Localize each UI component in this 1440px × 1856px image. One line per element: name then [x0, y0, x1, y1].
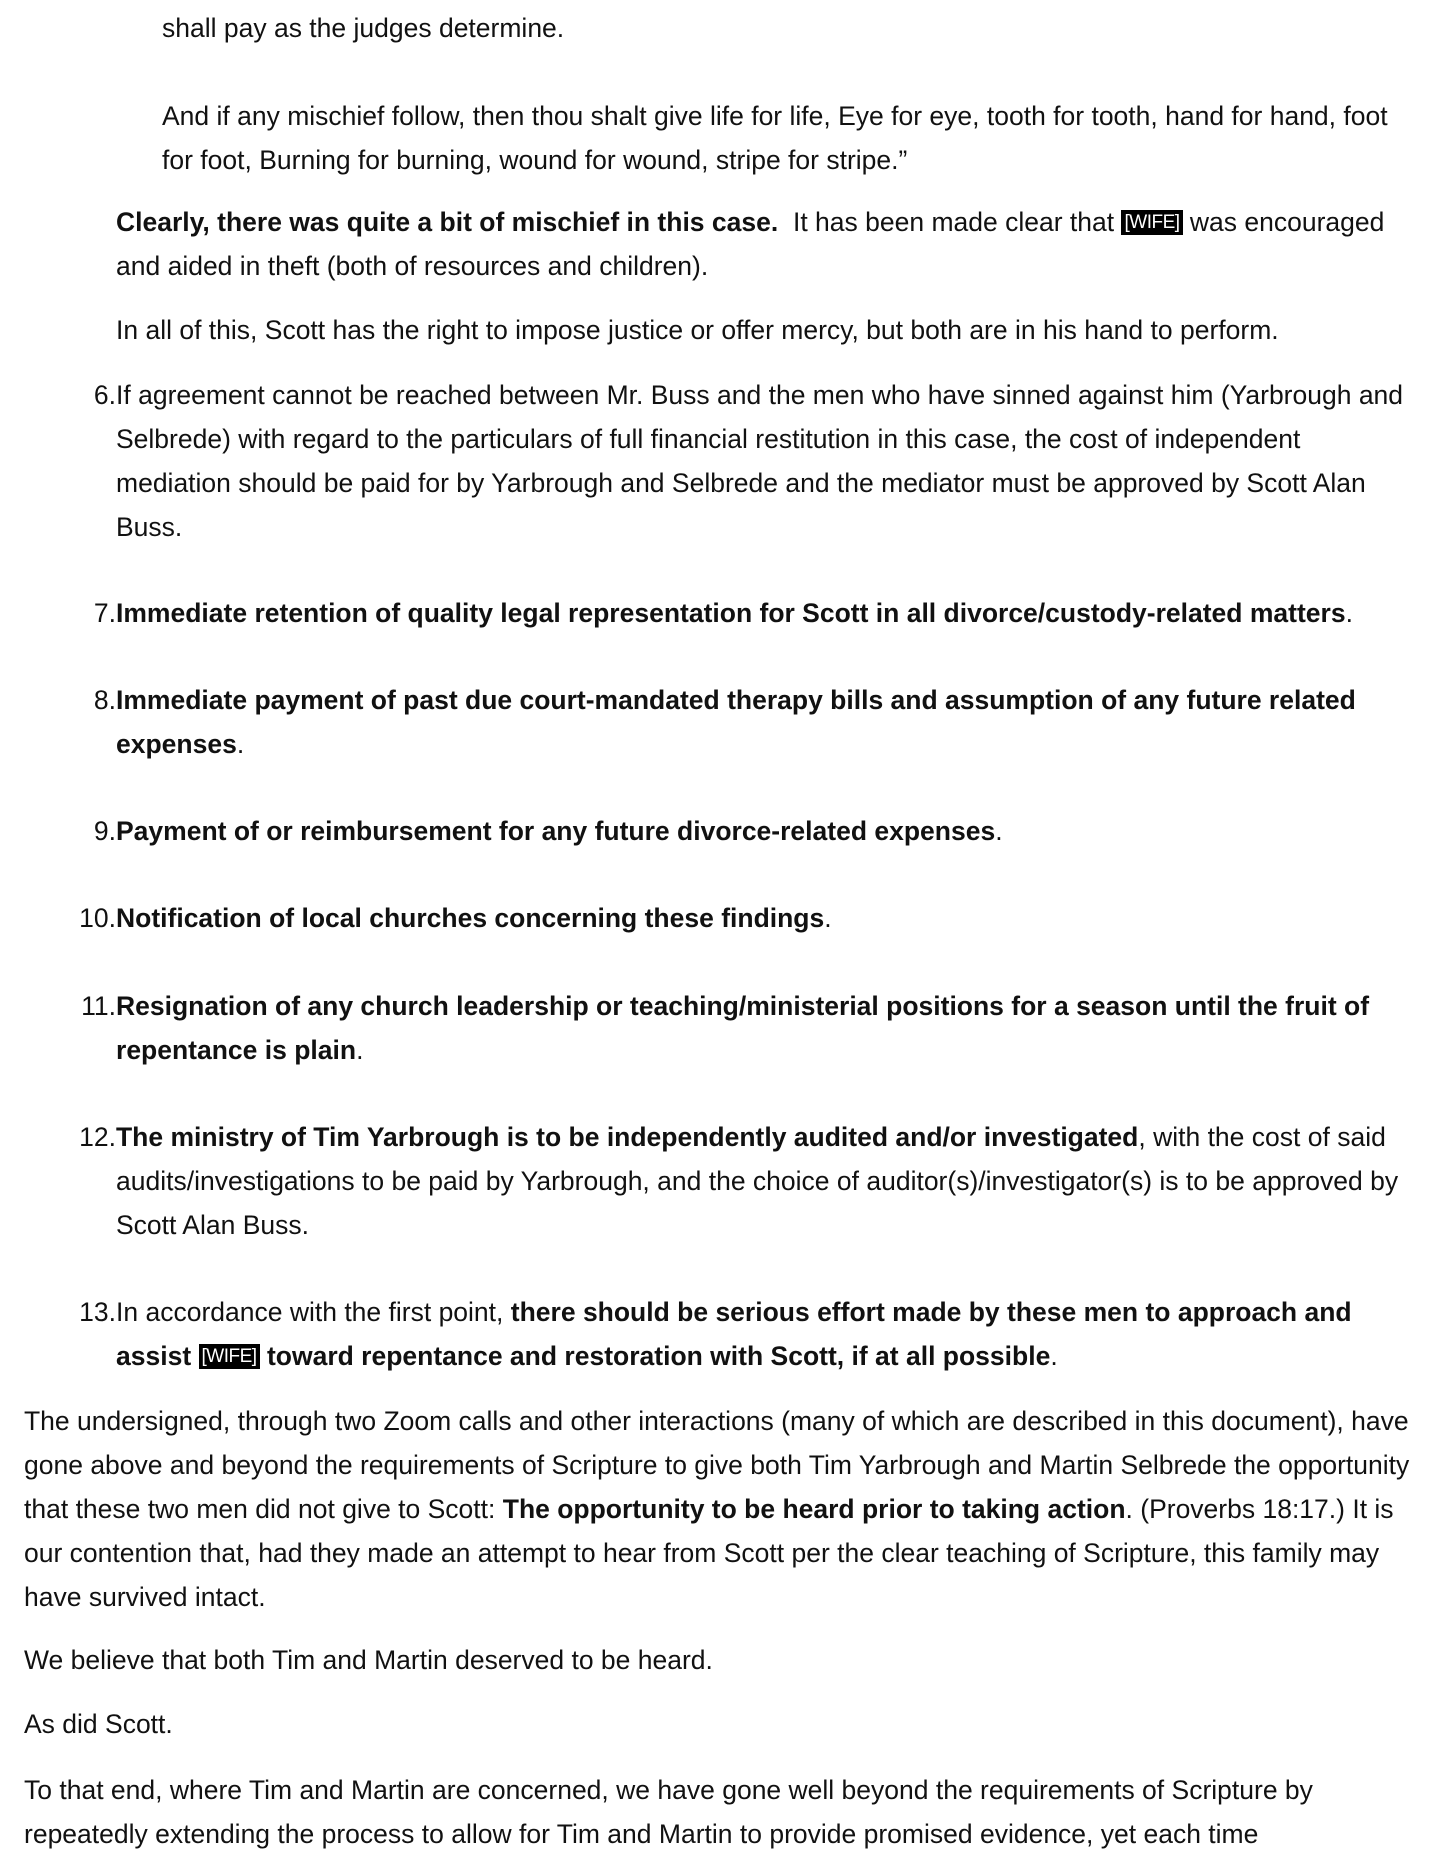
list-item-11: [68, 984, 1408, 1072]
list-item-bold-b: toward repentance and restoration with Scott, if at all possible: [266, 1341, 1051, 1371]
undersigned-text-a: The undersigned, through two Zoom calls and other interactions (many of which are described in this document), have gone above and beyond the requirements of Scripture to give both Tim Yarbrough and Martin Selbrede the opportunity that these two men did not give to Scott:: [24, 1406, 1410, 1524]
list-item-10: [68, 896, 1408, 940]
undersigned-paragraph: [24, 1399, 1424, 1619]
mercy-paragraph: In all of this, Scott has the right to impose justice or offer mercy, but both are in his hand to perform.: [116, 315, 1279, 345]
undersigned-text-b: . (Proverbs 18:17.) It is our contention that, had they made an attempt to hear from Scott per the clear teaching of Scripture, this family may have survived intact.: [24, 1494, 1394, 1612]
list-number: 10.: [79, 903, 116, 933]
list-item-before: In accordance with the first point,: [116, 1297, 504, 1327]
as-did-scott-paragraph: As did Scott.: [24, 1709, 173, 1739]
list-item-after: .: [1345, 598, 1353, 628]
list-item-after: .: [356, 1035, 364, 1065]
list-item-13: [68, 1290, 1408, 1378]
list-item-bold: Resignation of any church leadership or teaching/ministerial positions for a season until the fruit of repentance is plain: [116, 991, 1370, 1065]
list-item-6: [68, 373, 1408, 549]
list-item-7: [68, 591, 1408, 635]
list-item-bold: Payment of or reimbursement for any future divorce-related expenses: [116, 816, 996, 846]
to-that-end-paragraph: To that end, where Tim and Martin are concerned, we have gone well beyond the requirements of Scripture by repeatedly extending the process to allow for Tim and Martin to provide promised evidence, yet each time: [24, 1775, 1313, 1849]
quote-exodus-passage: And if any mischief follow, then thou shalt give life for life, Eye for eye, tooth for tooth, hand for hand, foot for foot, Burning for burning, wound for wound, stripe for stripe.”: [162, 101, 1388, 175]
mischief-text-a: It has been made clear that: [792, 207, 1115, 237]
list-item-bold: Notification of local churches concerning these findings: [116, 903, 825, 933]
mischief-bold-statement: Clearly, there was quite a bit of mischief in this case.: [116, 207, 779, 237]
list-number: 8.: [93, 685, 116, 715]
list-item-12: [68, 1115, 1408, 1247]
believe-paragraph: We believe that both Tim and Martin deserved to be heard.: [24, 1645, 713, 1675]
mischief-paragraph: [116, 200, 1406, 288]
list-item-after: .: [824, 903, 832, 933]
list-item-after: , with the cost of said audits/investigations to be paid by Yarbrough, and the choice of auditor(s)/investigator(s) is to be approved by Scott Alan Buss.: [116, 1122, 1399, 1240]
list-item-text: If agreement cannot be reached between Mr. Buss and the men who have sinned against him (Yarbrough and Selbrede) with regard to the particulars of full financial restitution in this case, the cost of independent mediation should be paid for by Yarbrough and Selbrede and the mediator must be approved by Scott Alan Buss.: [116, 380, 1404, 542]
list-item-after: .: [995, 816, 1003, 846]
quote-line-judges: shall pay as the judges determine.: [162, 13, 565, 43]
list-item-bold-a: there should be serious effort made by these men to approach and assist: [116, 1297, 1352, 1371]
list-number: 6.: [93, 380, 116, 410]
list-number: 12.: [79, 1122, 116, 1152]
list-item-text: [116, 896, 1408, 940]
list-item-bold: Immediate retention of quality legal representation for Scott in all divorce/custody-related matters: [116, 598, 1346, 628]
redaction-box: [WIFE]: [1121, 210, 1182, 235]
undersigned-bold: The opportunity to be heard prior to taking action: [502, 1494, 1126, 1524]
list-item-9: [68, 809, 1408, 853]
list-item-8: [68, 678, 1408, 766]
list-item-text: [116, 678, 1408, 766]
list-number: 11.: [81, 991, 116, 1021]
list-item-text: [116, 1290, 1408, 1378]
list-number: 9.: [93, 816, 116, 846]
list-item-text: [116, 809, 1408, 853]
list-item-after: .: [1050, 1341, 1058, 1371]
list-item-bold: Immediate payment of past due court-mandated therapy bills and assumption of any future related expenses: [116, 685, 1356, 759]
list-number: 7.: [93, 598, 116, 628]
list-item-after: .: [236, 729, 245, 759]
redaction-box: [WIFE]: [199, 1344, 260, 1369]
list-item-text: [116, 591, 1408, 635]
list-item-text: [116, 1115, 1408, 1247]
list-item-bold: The ministry of Tim Yarbrough is to be independently audited and/or investigated: [116, 1122, 1139, 1152]
list-number: 13.: [79, 1297, 116, 1327]
mischief-text-b: was encouraged and aided in theft (both of resources and children).: [116, 207, 1385, 281]
list-item-text: [116, 984, 1408, 1072]
